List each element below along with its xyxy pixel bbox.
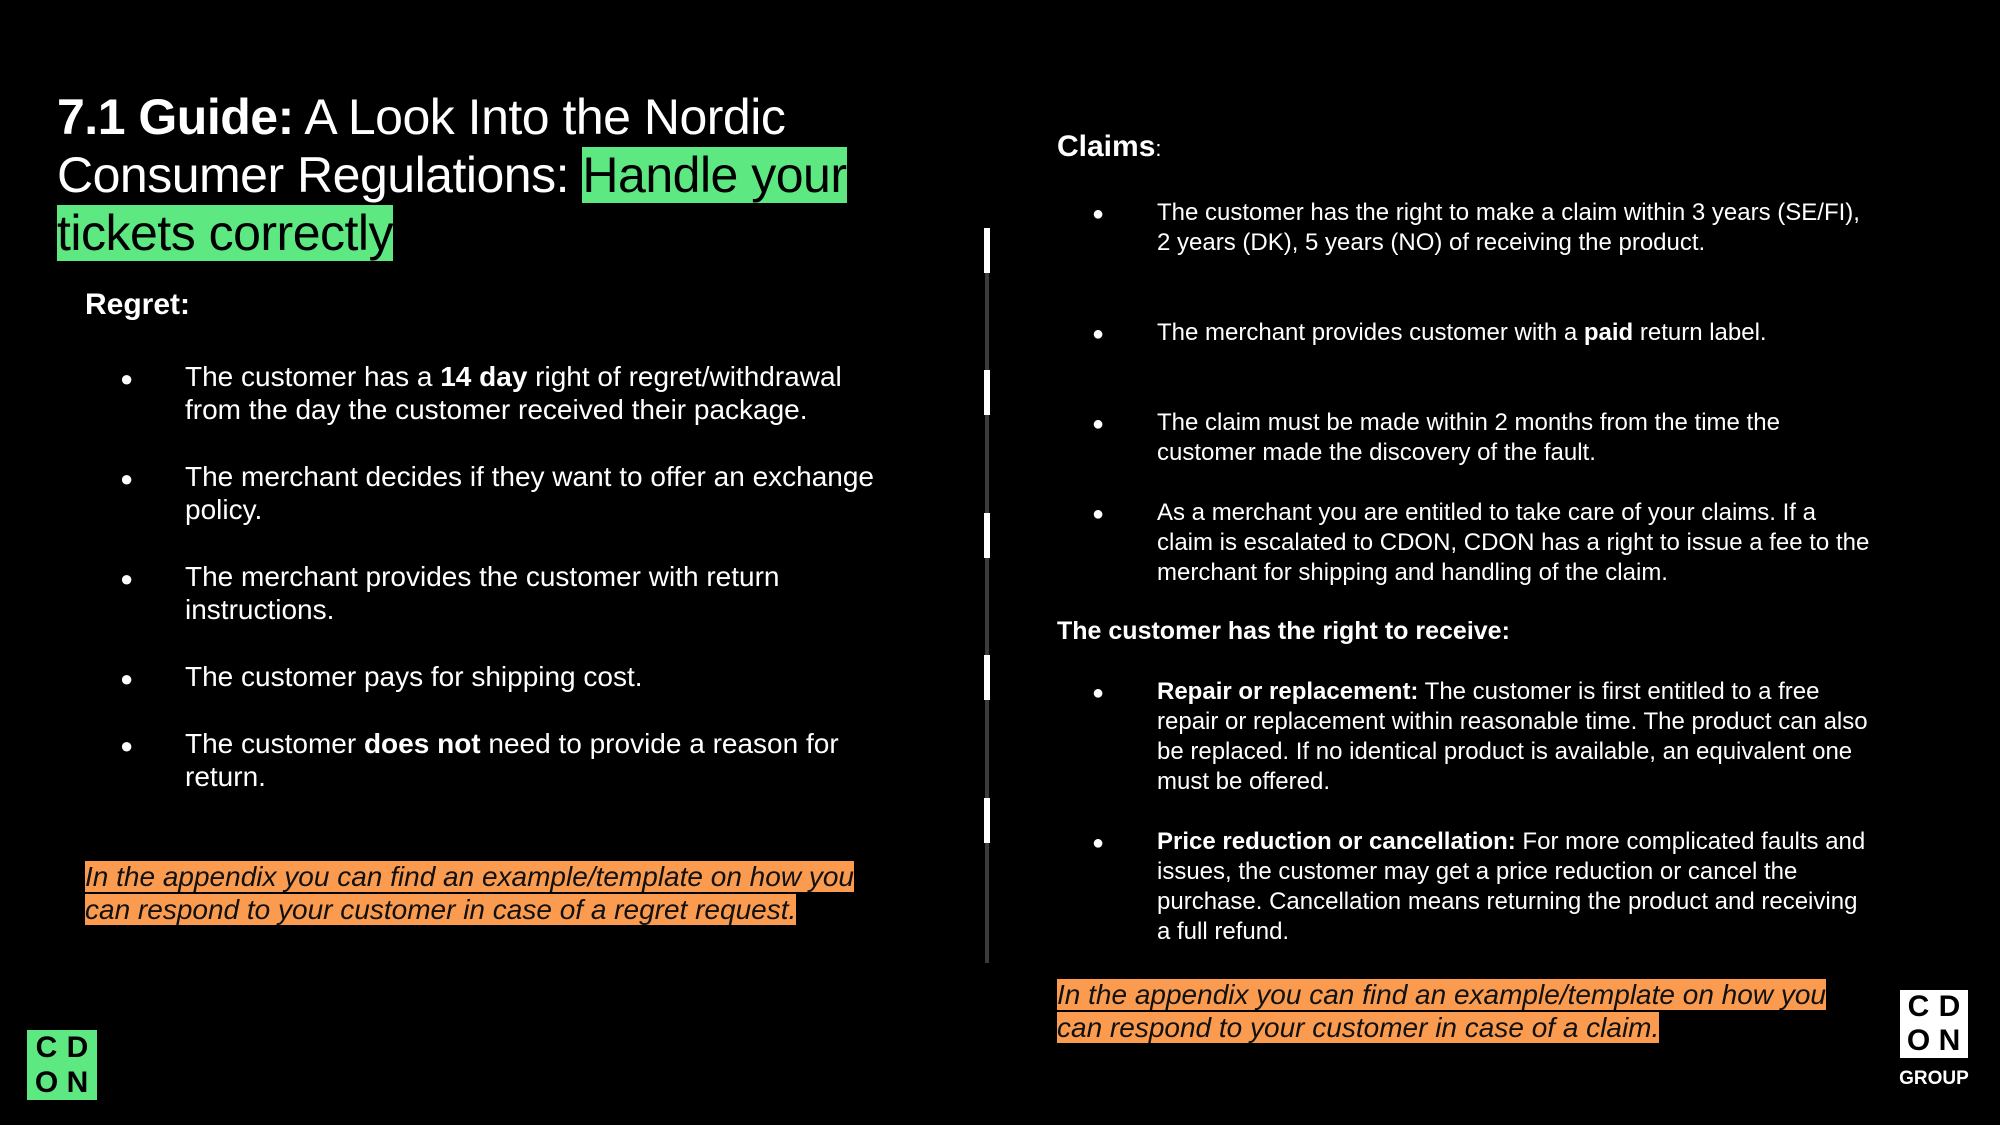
cdon-group-label: GROUP <box>1899 1068 1969 1089</box>
bullet-icon: ● <box>1092 413 1105 435</box>
column-divider <box>984 228 990 963</box>
title-regular: A Look Into the Nordic Consumer Regulations: <box>57 89 786 203</box>
list-item: ● The merchant decides if they want to offer an exchange policy. <box>120 461 875 525</box>
list-item: ● The customer does not need to provide a reason for return. <box>120 728 839 792</box>
bullet-icon: ● <box>1092 203 1105 225</box>
claims-heading: Claims: <box>1057 130 1162 163</box>
regret-list <box>120 360 900 827</box>
list-item: ● The customer has the right to make a claim within 3 years (SE/FI), 2 years (DK), 5 years (NO) of receiving the product. <box>1092 199 1860 256</box>
list-item: ● The merchant provides the customer with return instructions. <box>120 561 780 625</box>
slide-title <box>57 88 957 262</box>
bullet-icon: ● <box>1092 832 1105 854</box>
list-item: ● As a merchant you are entitled to take care of your claims. If a claim is escalated to CDON, CDON has a right to issue a fee to the merchant for shipping and handling of the claim. <box>1092 499 1870 586</box>
bullet-icon: ● <box>120 366 134 391</box>
regret-appendix-note: In the appendix you can find an example/template on how you can respond to your customer in case of a regret request. <box>85 861 854 925</box>
list-item: ● The claim must be made within 2 months from the time the customer made the discovery of the fault. <box>1092 409 1780 466</box>
list-item: ● The customer has a 14 day right of regret/withdrawal from the day the customer received their package. <box>120 361 842 425</box>
bullet-icon: ● <box>1092 682 1105 704</box>
bullet-icon: ● <box>120 466 134 491</box>
receive-list <box>1057 677 1877 977</box>
cdon-group-logo: C D O N <box>1900 990 1968 1058</box>
list-item: ● Repair or replacement: The customer is first entitled to a free repair or replacement within reasonable time. The product can also be replaced. If no identical product is available, an equivalent one must be offered. <box>1092 678 1868 795</box>
bullet-icon: ● <box>1092 503 1105 525</box>
list-item: ● The customer pays for shipping cost. <box>120 660 900 693</box>
claims-list <box>1057 198 1877 588</box>
bullet-icon: ● <box>120 566 134 591</box>
bullet-icon: ● <box>120 733 134 758</box>
title-bold: 7.1 Guide: <box>57 89 294 145</box>
receive-heading: The customer has the right to receive: <box>1057 617 1510 645</box>
bullet-icon: ● <box>120 666 134 691</box>
list-item: ● Price reduction or cancellation: For more complicated faults and issues, the customer may get a price reduction or cancel the purchase. Cancellation means returning the product and receiving a full refund. <box>1092 828 1866 945</box>
list-item: ● The merchant provides customer with a paid return label. <box>1057 318 1877 348</box>
regret-heading: Regret: <box>85 288 191 321</box>
claims-appendix-note: In the appendix you can find an example/template on how you can respond to your customer in case of a claim. <box>1057 979 1826 1043</box>
bullet-icon: ● <box>1092 323 1105 345</box>
cdon-logo: C D O N <box>27 1030 97 1100</box>
title-highlight: Handle your tickets correctly <box>57 147 847 261</box>
